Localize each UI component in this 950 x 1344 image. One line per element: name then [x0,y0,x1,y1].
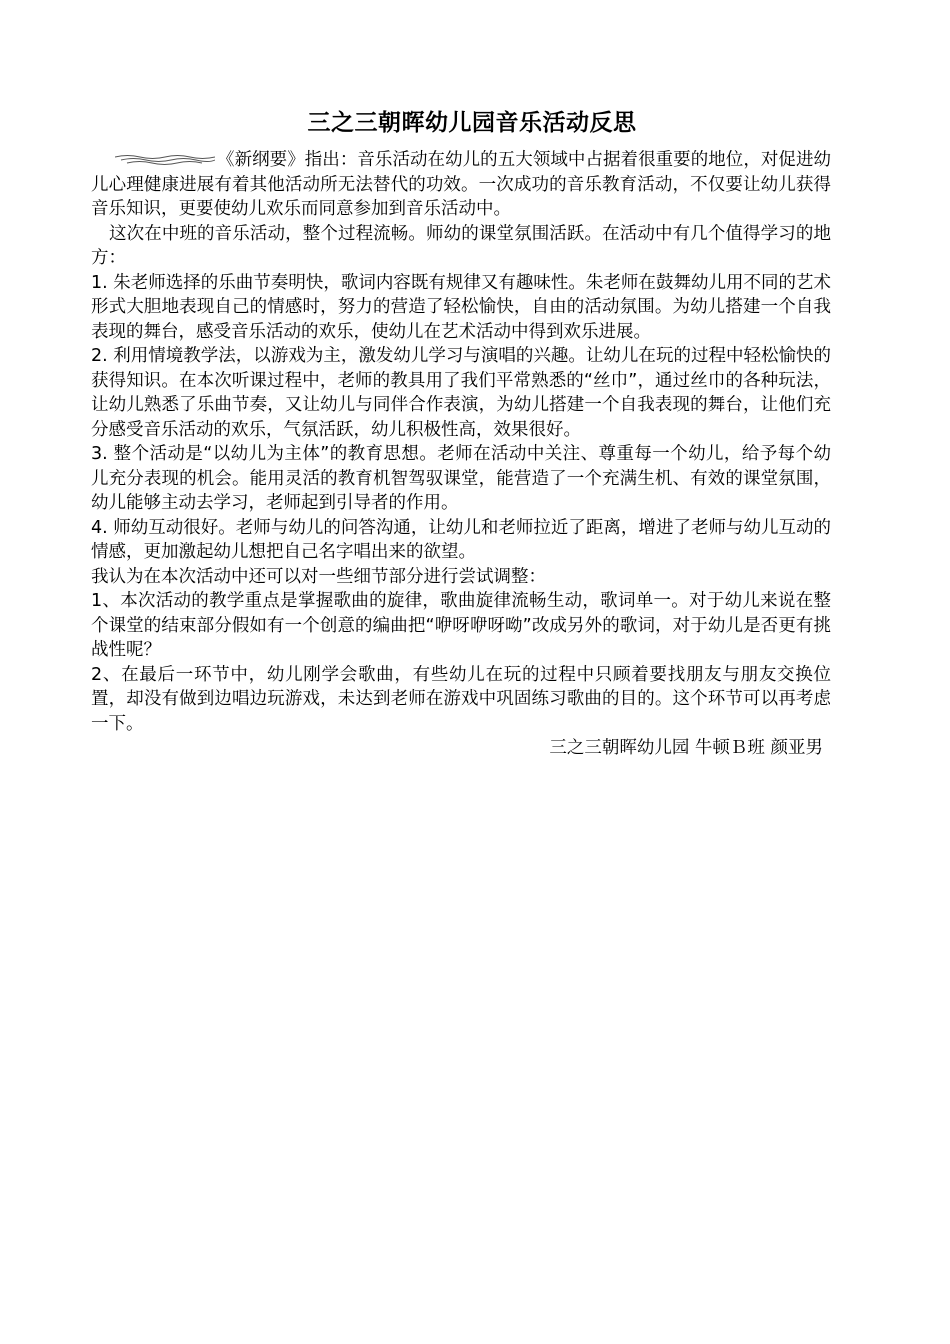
strength-item-3: 3. 整个活动是“以幼儿为主体”的教育思想。老师在活动中关注、尊重每一个幼儿，给予每个幼儿充分表现的机会。能用灵活的教育机智驾驭课堂，能营造了一个充满生机、有效的课堂氛围，幼儿能够主动去学习，老师起到引导者的作用。 [91,444,831,513]
document-body [91,148,831,761]
intro-paragraph [91,148,831,222]
overview-paragraph: 这次在中班的音乐活动，整个过程流畅。师幼的课堂氛围活跃。在活动中有几个值得学习的地方： [91,223,831,268]
strength-item-2: 2. 利用情境教学法，以游戏为主，激发幼儿学习与演唱的兴趣。让幼儿在玩的过程中轻松愉快的获得知识。在本次听课过程中，老师的教具用了我们平常熟悉的“丝巾”，通过丝巾的各种玩法，让幼儿熟悉了乐曲节奏，又让幼儿与同伴合作表演，为幼儿搭建一个自我表现的舞台，让他们充分感受音乐活动的欢乐，气氛活跃，幼儿积极性高，效果很好。 [91,346,831,440]
strength-item-4: 4. 师幼互动很好。老师与幼儿的问答沟通，让幼儿和老师拉近了距离，增进了老师与幼儿互动的情感，更加激起幼儿想把自己名字唱出来的欲望。 [91,517,831,562]
document-title: 三之三朝晖幼儿园音乐活动反思 [307,110,637,136]
adjust-heading: 我认为在本次活动中还可以对一些细节部分进行尝试调整： [91,566,546,587]
wave-decoration-icon [115,153,215,167]
adjust-item-1: 1、本次活动的教学重点是掌握歌曲的旋律，歌曲旋律流畅生动，歌词单一。对于幼儿来说在整个课堂的结束部分假如有一个创意的编曲把“咿呀咿呀呦”改成另外的歌词，对于幼儿是否更有挑战性呢？ [91,591,831,660]
strength-item-1: 1. 朱老师选择的乐曲节奏明快，歌词内容既有规律又有趣味性。朱老师在鼓舞幼儿用不同的艺术形式大胆地表现自己的情感时，努力的营造了轻松愉快，自由的活动氛围。为幼儿搭建一个自我表现的舞台，感受音乐活动的欢乐，使幼儿在艺术活动中得到欢乐进展。 [91,272,831,342]
intro-text: 《新纲要》指出：音乐活动在幼儿的五大领域中占据着很重要的地位，对促进幼儿心理健康进展有着其他活动所无法替代的功效。一次成功的音乐教育活动，不仅要让幼儿获得音乐知识，更要使幼儿欢乐而同意参加到音乐活动中。 [91,150,831,219]
signature-line: 三之三朝晖幼儿园 牛顿Ｂ班 颜亚男 [549,738,823,758]
adjust-item-2: 2、在最后一环节中，幼儿刚学会歌曲，有些幼儿在玩的过程中只顾着要找朋友与朋友交换位置，却没有做到边唱边玩游戏，未达到老师在游戏中巩固练习歌曲的目的。这个环节可以再考虑一下。 [91,664,831,734]
